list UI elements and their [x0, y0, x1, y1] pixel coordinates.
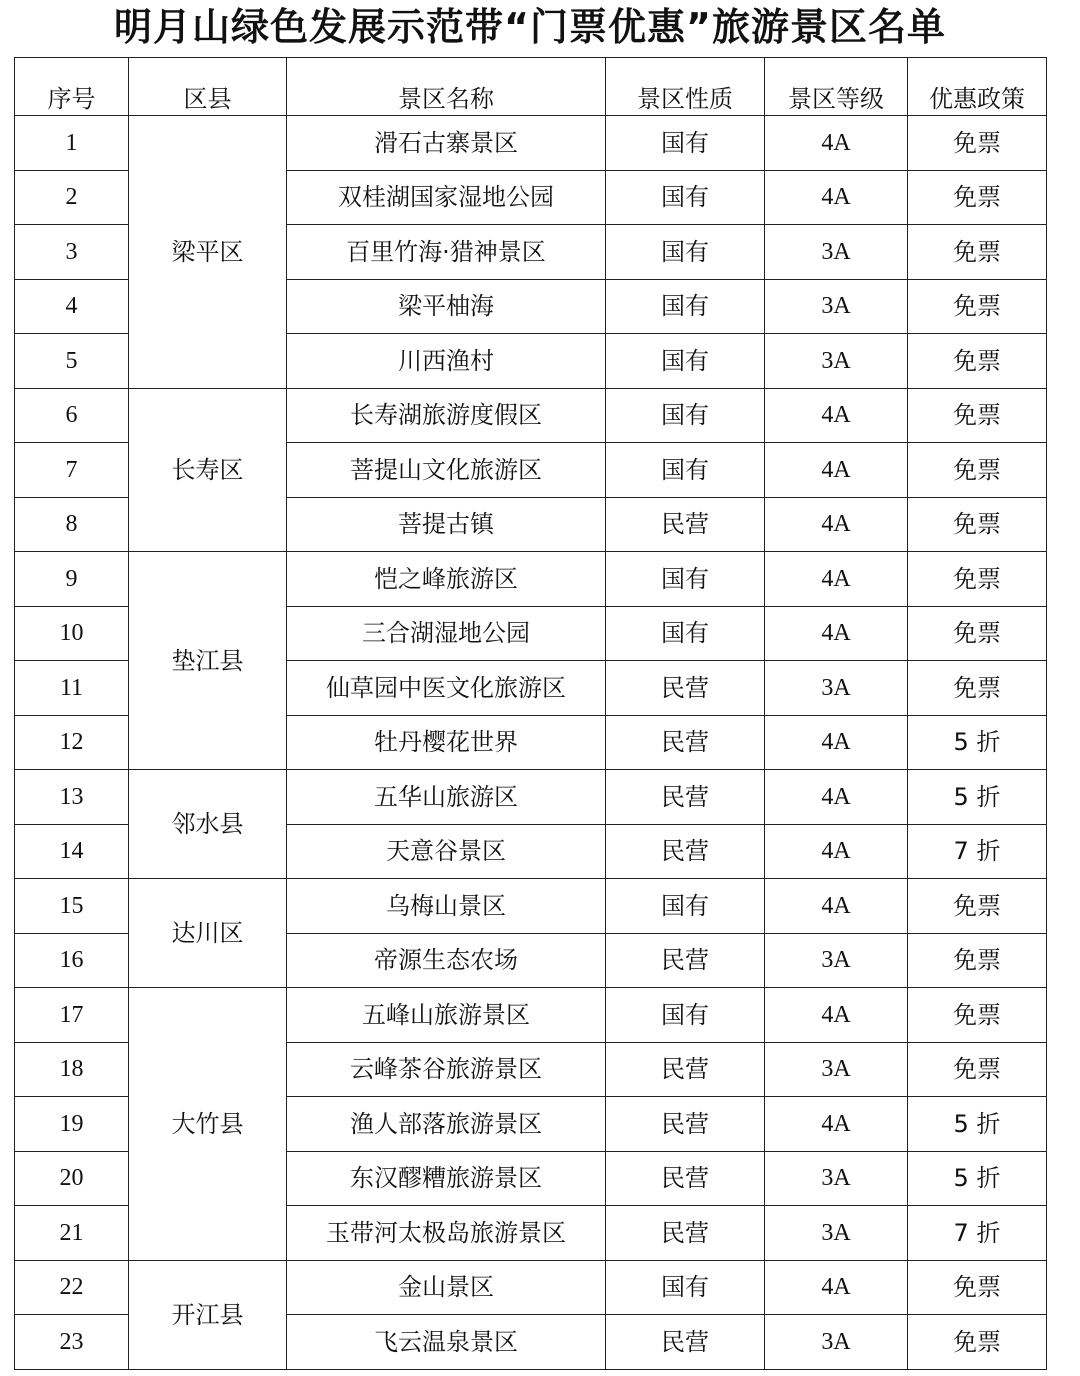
seq-cell: 12: [15, 715, 129, 770]
scenic-name-cell: 五峰山旅游景区: [287, 988, 606, 1043]
policy-cell: 免票: [908, 279, 1047, 334]
scenic-name-cell: 五华山旅游区: [287, 770, 606, 825]
seq-cell: 3: [15, 225, 129, 280]
grade-cell: 3A: [765, 661, 908, 716]
grade-cell: 4A: [765, 1097, 908, 1152]
scenic-name-cell: 云峰茶谷旅游景区: [287, 1042, 606, 1097]
nature-cell: 国有: [606, 443, 765, 498]
nature-cell: 民营: [606, 715, 765, 770]
policy-cell: 免票: [908, 388, 1047, 443]
policy-cell: 免票: [908, 225, 1047, 280]
scenic-name-cell: 乌梅山景区: [287, 879, 606, 934]
seq-cell: 4: [15, 279, 129, 334]
policy-cell: 免票: [908, 988, 1047, 1043]
header-district: 区县: [129, 58, 287, 116]
seq-cell: 13: [15, 770, 129, 825]
seq-cell: 21: [15, 1206, 129, 1261]
policy-cell: 5 折: [908, 770, 1047, 825]
seq-cell: 8: [15, 497, 129, 552]
scenic-name-cell: 帝源生态农场: [287, 933, 606, 988]
grade-cell: 4A: [765, 170, 908, 225]
policy-cell: 免票: [908, 334, 1047, 389]
policy-cell: 免票: [908, 170, 1047, 225]
seq-cell: 2: [15, 170, 129, 225]
grade-cell: 3A: [765, 279, 908, 334]
grade-cell: 4A: [765, 388, 908, 443]
policy-cell: 免票: [908, 443, 1047, 498]
scenic-name-cell: 恺之峰旅游区: [287, 552, 606, 607]
grade-cell: 3A: [765, 225, 908, 280]
policy-cell: 5 折: [908, 1151, 1047, 1206]
nature-cell: 国有: [606, 116, 765, 171]
nature-cell: 国有: [606, 279, 765, 334]
grade-cell: 4A: [765, 824, 908, 879]
grade-cell: 4A: [765, 497, 908, 552]
district-cell: 长寿区: [129, 388, 287, 552]
grade-cell: 4A: [765, 879, 908, 934]
grade-cell: 4A: [765, 443, 908, 498]
header-name: 景区名称: [287, 58, 606, 116]
nature-cell: 民营: [606, 1206, 765, 1261]
grade-cell: 4A: [765, 1260, 908, 1315]
nature-cell: 民营: [606, 661, 765, 716]
seq-cell: 15: [15, 879, 129, 934]
nature-cell: 国有: [606, 606, 765, 661]
seq-cell: 11: [15, 661, 129, 716]
nature-cell: 国有: [606, 1260, 765, 1315]
district-cell: 大竹县: [129, 988, 287, 1261]
seq-cell: 7: [15, 443, 129, 498]
grade-cell: 3A: [765, 1151, 908, 1206]
seq-cell: 16: [15, 933, 129, 988]
table-row: [15, 116, 1047, 171]
grade-cell: 3A: [765, 1315, 908, 1370]
seq-cell: 9: [15, 552, 129, 607]
policy-cell: 免票: [908, 1315, 1047, 1370]
policy-cell: 免票: [908, 1260, 1047, 1315]
seq-cell: 10: [15, 606, 129, 661]
district-cell: 开江县: [129, 1260, 287, 1369]
policy-cell: 免票: [908, 497, 1047, 552]
grade-cell: 4A: [765, 988, 908, 1043]
nature-cell: 民营: [606, 770, 765, 825]
scenic-name-cell: 长寿湖旅游度假区: [287, 388, 606, 443]
nature-cell: 民营: [606, 933, 765, 988]
seq-cell: 17: [15, 988, 129, 1043]
district-cell: 梁平区: [129, 116, 287, 389]
policy-cell: 免票: [908, 879, 1047, 934]
nature-cell: 民营: [606, 824, 765, 879]
header-policy: 优惠政策: [908, 58, 1047, 116]
nature-cell: 民营: [606, 1151, 765, 1206]
seq-cell: 14: [15, 824, 129, 879]
policy-cell: 免票: [908, 1042, 1047, 1097]
policy-cell: 5 折: [908, 715, 1047, 770]
scenic-name-cell: 三合湖湿地公园: [287, 606, 606, 661]
seq-cell: 23: [15, 1315, 129, 1370]
scenic-name-cell: 东汉醪糟旅游景区: [287, 1151, 606, 1206]
scenic-name-cell: 飞云温泉景区: [287, 1315, 606, 1370]
nature-cell: 国有: [606, 225, 765, 280]
nature-cell: 国有: [606, 334, 765, 389]
header-seq: 序号: [15, 58, 129, 116]
seq-cell: 1: [15, 116, 129, 171]
nature-cell: 民营: [606, 1097, 765, 1152]
seq-cell: 22: [15, 1260, 129, 1315]
scenic-area-table: [14, 57, 1047, 1370]
table-row: [15, 770, 1047, 825]
policy-cell: 7 折: [908, 824, 1047, 879]
nature-cell: 民营: [606, 497, 765, 552]
policy-cell: 免票: [908, 661, 1047, 716]
grade-cell: 3A: [765, 1042, 908, 1097]
seq-cell: 20: [15, 1151, 129, 1206]
scenic-name-cell: 牡丹樱花世界: [287, 715, 606, 770]
scenic-name-cell: 双桂湖国家湿地公园: [287, 170, 606, 225]
nature-cell: 国有: [606, 988, 765, 1043]
document-title: 明月山绿色发展示范带“门票优惠”旅游景区名单: [114, 5, 946, 49]
scenic-name-cell: 天意谷景区: [287, 824, 606, 879]
header-nature: 景区性质: [606, 58, 765, 116]
grade-cell: 3A: [765, 334, 908, 389]
scenic-name-cell: 百里竹海·猎神景区: [287, 225, 606, 280]
scenic-name-cell: 玉带河太极岛旅游景区: [287, 1206, 606, 1261]
seq-cell: 18: [15, 1042, 129, 1097]
seq-cell: 19: [15, 1097, 129, 1152]
grade-cell: 4A: [765, 606, 908, 661]
policy-cell: 7 折: [908, 1206, 1047, 1261]
policy-cell: 5 折: [908, 1097, 1047, 1152]
nature-cell: 国有: [606, 170, 765, 225]
scenic-name-cell: 川西渔村: [287, 334, 606, 389]
scenic-name-cell: 菩提山文化旅游区: [287, 443, 606, 498]
district-cell: 达川区: [129, 879, 287, 988]
table-row: [15, 552, 1047, 607]
scenic-name-cell: 仙草园中医文化旅游区: [287, 661, 606, 716]
grade-cell: 3A: [765, 933, 908, 988]
nature-cell: 国有: [606, 388, 765, 443]
scenic-name-cell: 滑石古寨景区: [287, 116, 606, 171]
seq-cell: 5: [15, 334, 129, 389]
nature-cell: 国有: [606, 879, 765, 934]
table-header-row: [15, 58, 1047, 116]
grade-cell: 4A: [765, 116, 908, 171]
policy-cell: 免票: [908, 606, 1047, 661]
table-row: [15, 1260, 1047, 1315]
grade-cell: 4A: [765, 552, 908, 607]
scenic-name-cell: 渔人部落旅游景区: [287, 1097, 606, 1152]
district-cell: 垫江县: [129, 552, 287, 770]
header-grade: 景区等级: [765, 58, 908, 116]
district-cell: 邻水县: [129, 770, 287, 879]
seq-cell: 6: [15, 388, 129, 443]
nature-cell: 民营: [606, 1315, 765, 1370]
policy-cell: 免票: [908, 552, 1047, 607]
policy-cell: 免票: [908, 116, 1047, 171]
scenic-name-cell: 菩提古镇: [287, 497, 606, 552]
nature-cell: 民营: [606, 1042, 765, 1097]
table-row: [15, 988, 1047, 1043]
scenic-name-cell: 金山景区: [287, 1260, 606, 1315]
policy-cell: 免票: [908, 933, 1047, 988]
scenic-name-cell: 梁平柚海: [287, 279, 606, 334]
table-body: [15, 116, 1047, 1370]
grade-cell: 4A: [765, 770, 908, 825]
grade-cell: 3A: [765, 1206, 908, 1261]
grade-cell: 4A: [765, 715, 908, 770]
table-row: [15, 879, 1047, 934]
table-row: [15, 388, 1047, 443]
nature-cell: 国有: [606, 552, 765, 607]
